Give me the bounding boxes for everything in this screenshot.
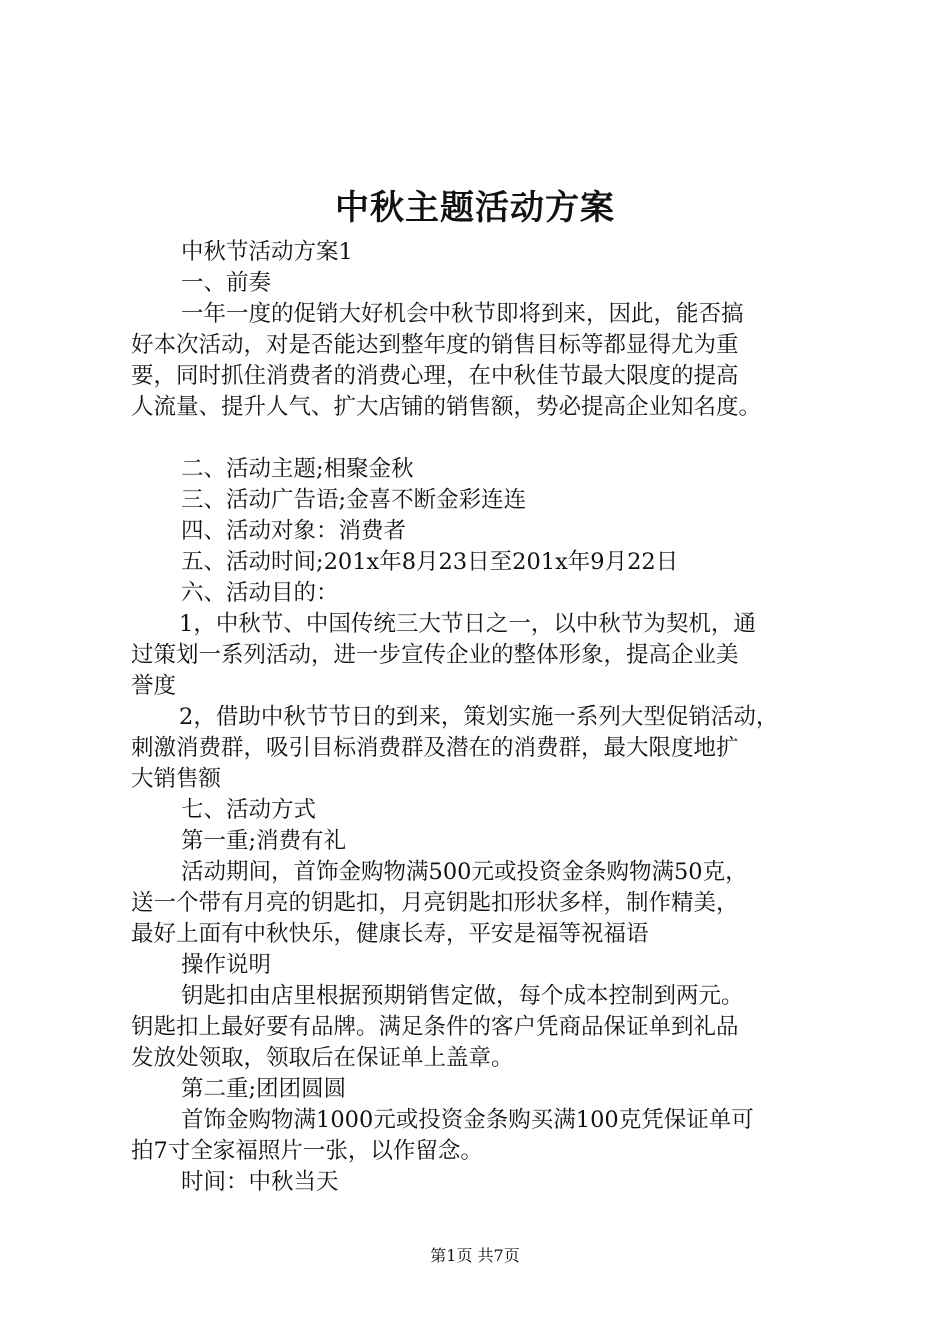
document-body [131, 237, 843, 1198]
blank-line [131, 423, 843, 454]
section-heading: 四、活动对象：消费者 [181, 518, 407, 544]
paragraph-line: 一年一度的促销大好机会中秋节即将到来，因此，能否搞 [181, 301, 744, 327]
paragraph-line: 2，借助中秋节节日的到来，策划实施一系列大型促销活动， [179, 704, 779, 730]
section-heading: 三、活动广告语;金喜不断金彩连连 [181, 487, 527, 513]
paragraph-line: 大销售额 [131, 766, 222, 792]
paragraph-line: 誉度 [131, 673, 177, 699]
paragraph-line: 钥匙扣由店里根据预期销售定做，每个成本控制到两元。 [181, 983, 744, 1009]
paragraph-line: 钥匙扣上最好要有品牌。满足条件的客户凭商品保证单到礼品 [131, 1014, 739, 1040]
section-heading: 第二重;团团圆圆 [181, 1076, 347, 1102]
page-footer: 第1页 共7页 [430, 1246, 520, 1265]
paragraph-line: 要，同时抓住消费者的消费心理，在中秋佳节最大限度的提高 [131, 363, 739, 389]
section-heading: 中秋节活动方案1 [181, 239, 353, 265]
paragraph-line: 人流量、提升人气、扩大店铺的销售额，势必提高企业知名度。 [131, 394, 762, 420]
paragraph-line: 最好上面有中秋快乐，健康长寿，平安是福等祝福语 [131, 921, 649, 947]
section-heading: 一、前奏 [181, 270, 272, 296]
paragraph-line: 刺激消费群，吸引目标消费群及潜在的消费群，最大限度地扩 [131, 735, 739, 761]
document-title: 中秋主题活动方案 [335, 188, 615, 228]
paragraph-line: 过策划一系列活动，进一步宣传企业的整体形象，提高企业美 [131, 642, 739, 668]
paragraph-line: 活动期间，首饰金购物满500元或投资金条购物满50克， [181, 859, 748, 885]
section-heading: 七、活动方式 [181, 797, 317, 823]
paragraph-line: 拍7寸全家福照片一张，以作留念。 [131, 1138, 483, 1164]
section-heading: 二、活动主题;相聚金秋 [181, 456, 414, 482]
paragraph-line: 发放处领取，领取后在保证单上盖章。 [131, 1045, 514, 1071]
section-heading: 六、活动目的： [181, 580, 339, 606]
section-heading: 第一重;消费有礼 [181, 828, 347, 854]
section-heading: 操作说明 [181, 952, 272, 978]
section-heading: 五、活动时间;201x年8月23日至201x年9月22日 [181, 549, 679, 575]
paragraph-line: 时间：中秋当天 [181, 1169, 339, 1195]
paragraph-line: 送一个带有月亮的钥匙扣，月亮钥匙扣形状多样，制作精美， [131, 890, 739, 916]
paragraph-line: 好本次活动，对是否能达到整年度的销售目标等都显得尤为重 [131, 332, 739, 358]
paragraph-line: 1，中秋节、中国传统三大节日之一，以中秋节为契机，通 [179, 611, 756, 637]
paragraph-line: 首饰金购物满1000元或投资金条购买满100克凭保证单可 [181, 1107, 754, 1133]
